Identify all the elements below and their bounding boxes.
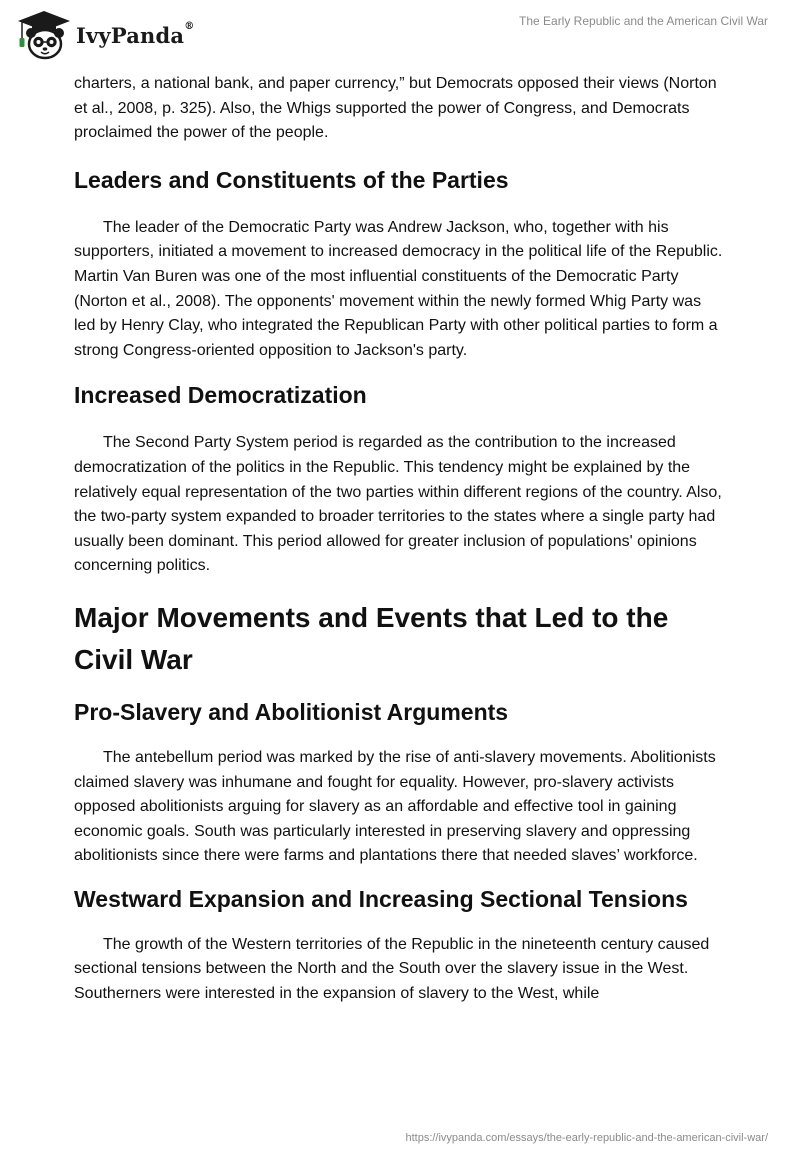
heading-leaders-constituents: Leaders and Constituents of the Parties <box>74 166 509 193</box>
heading-westward-expansion: Westward Expansion and Increasing Sectional Tensions <box>74 885 688 912</box>
ivypanda-logo[interactable] <box>14 9 194 61</box>
paragraph-increased-democratization: The Second Party System period is regarded as the contribution to the increased democratization of the politics in the Republic. This tendency might be explained by the relatively equal representation of the two parties within different regions of the country. Also, the two-party system expanded to broader territories to the states where a single party had usually been dominant. This period allowed for greater inclusion of populations' opinions concerning politics. <box>74 434 722 575</box>
intro-paragraph: charters, a national bank, and paper currency,” but Democrats opposed their views (Norton et al., 2008, p. 325). Also, the Whigs supported the power of Congress, and Democrats proclaimed the power of the people. <box>74 75 717 142</box>
heading-pro-slavery-abolitionist: Pro-Slavery and Abolitionist Arguments <box>74 698 509 725</box>
paragraph-westward-expansion: The growth of the Western territories of the Republic in the nineteenth century caused sectional tensions between the North and the South over the slavery issue in the West. Southerners were interested in the expansion of slavery to the West, while <box>74 935 710 1003</box>
page-header <box>0 0 800 70</box>
heading-major-movements: Major Movements and Events that Led to the Civil War <box>74 601 669 675</box>
source-url[interactable]: https://ivypanda.com/essays/the-early-republic-and-the-american-civil-war/ <box>405 1132 768 1144</box>
document-title: The Early Republic and the American Civil War <box>519 14 768 28</box>
panda-graduate-icon <box>14 9 74 61</box>
paragraph-leaders-constituents: The leader of the Democratic Party was Andrew Jackson, who, together with his supporters, initiated a movement to increased democracy in the political life of the Republic. Martin Van Buren was one of the most influential constituents of the Democratic Party (Norton et al., 2008). The opponents' movement within the newly formed Whig Party was led by Henry Clay, who integrated the Republican Party with other political parties to form a strong Congress-oriented opposition to Jackson's party. <box>74 218 723 359</box>
heading-increased-democratization: Increased Democratization <box>74 382 367 409</box>
logo-wordmark: IvyPanda® <box>76 20 195 48</box>
paragraph-pro-slavery-abolitionist: The antebellum period was marked by the rise of anti-slavery movements. Abolitionists claimed slavery was inhumane and fought for equality. However, pro-slavery activists opposed abolitionists arguing for slavery as an affordable and effective tool in gaining economic goals. South was particularly interested in preserving slavery and oppressing abolitionists since there were farms and plantations there that needed slaves’ workforce. <box>74 748 716 865</box>
essay-body <box>74 70 724 1007</box>
